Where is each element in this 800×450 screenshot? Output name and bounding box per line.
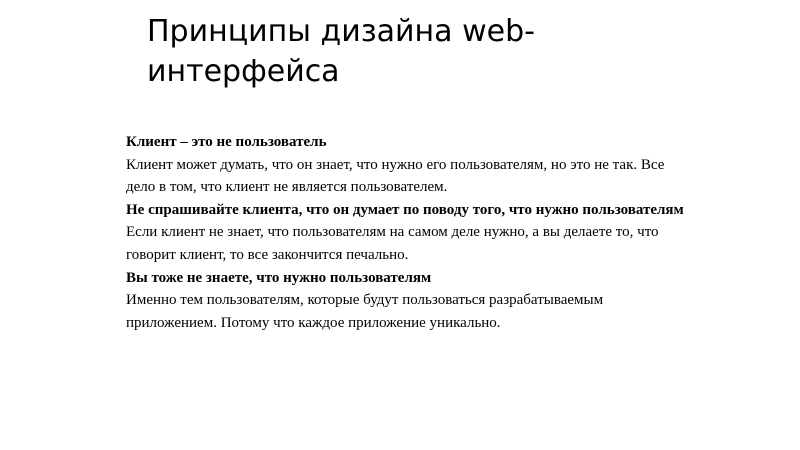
- section-text-you-dont-know: Именно тем пользователям, которые будут пользоваться разрабатываемым приложением. Потому что каждое приложение уникально.: [126, 292, 604, 331]
- section-heading-you-dont-know: Вы тоже не знаете, что нужно пользователям: [126, 269, 432, 286]
- section-heading-client-not-user: Клиент – это не пользователь: [126, 134, 327, 150]
- slide-body: [126, 131, 696, 334]
- slide-title: Принципы дизайна web-интерфейса: [147, 14, 535, 89]
- section-text-client-not-user: Клиент может думать, что он знает, что нужно его пользователям, но это не так. Все дело в том, что клиент не является пользователем.: [126, 156, 665, 196]
- section-heading-dont-ask-client: Не спрашивайте клиента, что он думает по поводу того, что нужно пользователям: [126, 201, 684, 218]
- section-text-dont-ask-client: Если клиент не знает, что пользователям на самом деле нужно, а вы делаете то, что говорит клиент, то все закончится печально.: [126, 224, 659, 263]
